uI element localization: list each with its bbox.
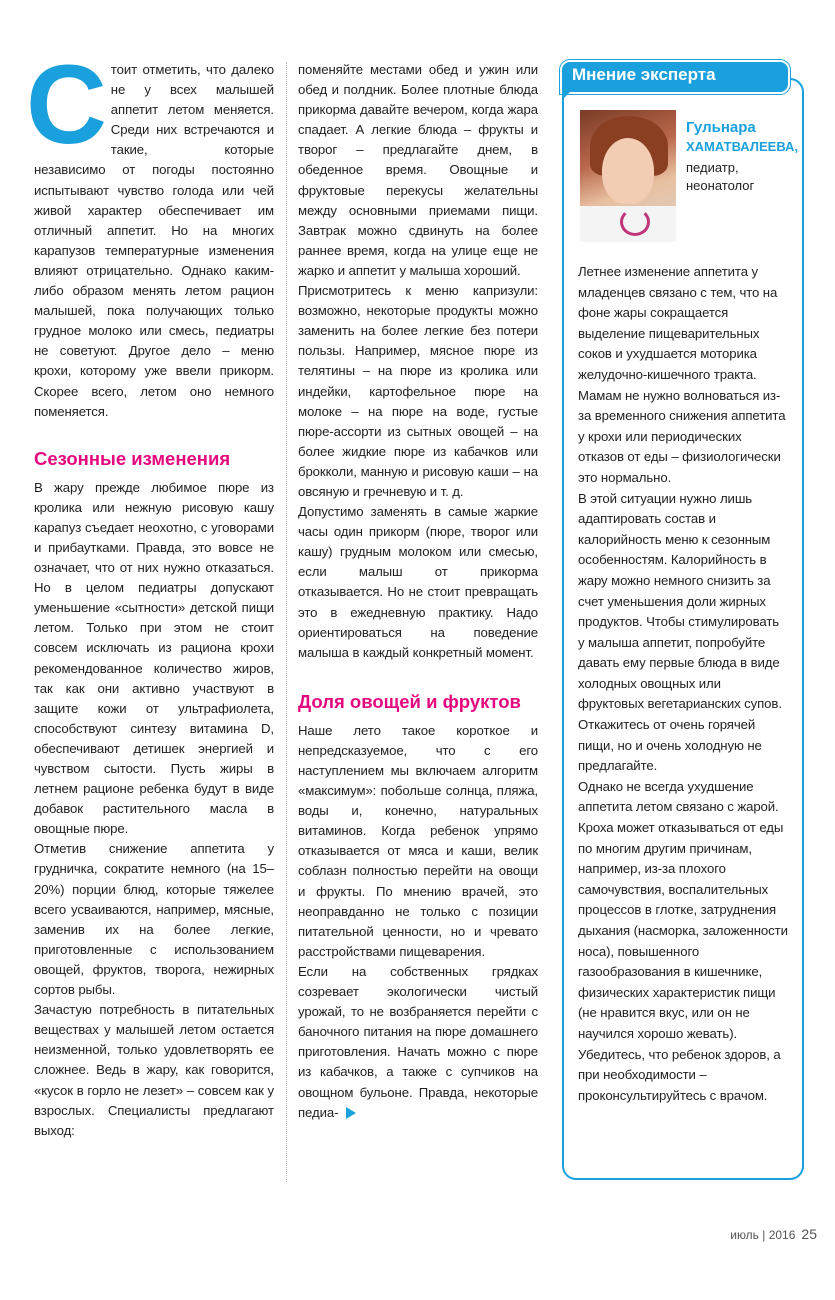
expert-role-line: педиатр, [686,160,739,175]
expert-tab-notch [562,88,574,100]
expert-paragraph: Летнее изменение аппетита у младенцев связано с тем, что на фоне жары сокращается выделение пищеварительных соков и ухудшается моторика желудочно-кишечного тракта. Мамам не нужно волноваться из-за временного снижения аппетита у крохи или периодических отказов от еды – физиологически это нормально. [578,264,786,485]
expert-paragraph: Однако не всегда ухудшение аппетита летом связано с жарой. Кроха может отказываться от еды по многим другим причинам, например, из-за плохого самочувствия, воспалительных процессов в глотке, затруднения дыхания (насморка, заложенности носа), повышенного газообразования в кишечнике, физических характеристик пищи (не нравится вкус, или он не научился хорошо жевать). Убедитесь, что ребенок здоров, а при необходимости – проконсультируйтесь с врачом. [578,778,788,1103]
article-column-2 [298,60,538,1123]
page-number: 25 [801,1226,817,1242]
continue-arrow-icon[interactable] [346,1107,356,1119]
expert-paragraph: В этой ситуации нужно лишь адаптировать состав и калорийность меню к сезонным особенностям. Калорийность в жару можно немного снизить за счет уменьшения доли жирных продуктов. Чтобы стимулировать у малыша аппетит, попробуйте давать ему первые блюда в виде холодных овощных или фруктовых вегетарианских супов. Откажитесь от очень горячей пищи, но и очень холодную не предлагайте. [578,490,782,774]
column-divider [286,62,287,1182]
expert-first-name: Гульнара [686,119,756,136]
paragraph-text: Если на собственных грядках созревает экологически чистый урожай, то не возбраняется перейти с баночного питания на пюре домашнего приготовления. Начать можно с пюре из кабачков, а также с супчиков на овощном бульоне. Правда, некоторые педиа- [298,963,538,1120]
issue-date: июль | 2016 [730,1228,796,1242]
paragraph: Отметив снижение аппетита у грудничка, сократите немного (на 15–20%) порции блюд, которые тяжелее всего усваиваются, например, мясные, заменив их на более легкие, приготовленные с использованием овощей, фруктов, творога, нежирных сортов рыбы. [34,841,274,998]
intro-text: тоит отметить, что далеко не у всех малышей аппетит летом меняется. Среди них встречаются и такие, которые независимо от погоды постоянно испытывают чувство голода или чей живой характер обеспечивает им отличный аппетит. Но на многих карапузов температурные изменения влияют отрицательно. Однако каким-либо образом менять летом рацион малышей, пока получающих только грудное молоко или смесь, педиатры не советуют. Другое дело – меню крохи, которому уже ввели прикорм. Скорее всего, летом оно немного поменяется. [34,62,274,419]
paragraph: Зачастую потребность в питательных веществах у малышей летом остается неизменной, только удовлетворять ее сложнее. Ведь в жару, как говорится, «кусок в горло не лезет» – совсем как у взрослых. Специалисты предлагают выход: [34,1002,274,1138]
paragraph: поменяйте местами обед и ужин или обед и полдник. Более плотные блюда прикорма давайте вечером, когда жара спадает. А легкие блюда – фрукты и творог – предлагайте днем, в обеденное время. Овощные и фруктовые перекусы желательны между основными приемами пищи. Завтрак можно сдвинуть на более раннее время, когда на улице еще не жарко и аппетит у малыша хороший. [298,62,538,278]
drop-cap: С [26,42,107,167]
expert-opinion-text [578,262,788,1106]
section-heading-vegetables: Доля овощей и фруктов [298,690,521,712]
paragraph: В жару прежде любимое пюре из кролика или нежную рисовую кашу карапуз съедает неохотно, с уговорами и прибаутками. Правда, это вовсе не означает, что от них нужно отказаться. Но в целом педиатры допускают уменьшение «сытности» детской пищи летом. Только при этом не стоит совсем исключать из рациона крохи рекомендованное количество жиров, так как они активно участвуют в защите кожи от ультрафиолета, способствуют синтезу витамина D, обеспечивают детишек энергией и чувством сытости. Пусть жиры в летнем рационе ребенка будут в виде добавок растительного масла в овощные пюре. [34,479,274,837]
expert-role [686,159,796,195]
paragraph-continued [298,962,538,1123]
expert-box-title: Мнение эксперта [572,65,716,84]
paragraph: Присмотритесь к меню капризули: возможно, некоторые продукты можно заменить на более легкие без потери пользы. Например, мясное пюре из телятины – на пюре из кролика или индейки, картофельное пюре на молоке – на пюре на воде, густые пюре-ассорти из сытных овощей – на более жидкие пюре из кабачков или брокколи, манную и рисовую каши – на овсяную и гречневую и т. д. [298,283,538,499]
expert-role-line: неонатолог [686,178,755,193]
expert-surname: ХАМАТВАЛЕЕВА, [686,139,799,154]
paragraph: Наше лето такое короткое и непредсказуемое, что с его наступлением мы включаем алгоритм «максимум»: побольше солнца, пляжа, воды и, конечно, натуральных витаминов. Когда ребенок упрямо отказывается от мяса и каши, велик соблазн полностью перейти на овощи и фрукты. По мнению врачей, это неоправданно не только с позиции питательной ценности, но и чревато расстройствами пищеварения. [298,722,538,959]
intro-paragraph [26,42,274,422]
page-footer [730,1226,817,1242]
paragraph: Допустимо заменять в самые жаркие часы один прикорм (пюре, творог или кашу) грудным молоком или смесью, если малыш от прикорма отказывается. Но не стоит превращать это в ежедневную практику. Надо ориентироваться на поведение малыша в каждый конкретный момент. [298,504,538,660]
section-heading-seasonal: Сезонные изменения [34,447,231,469]
expert-photo [580,110,676,242]
article-column-1 [26,42,274,1141]
